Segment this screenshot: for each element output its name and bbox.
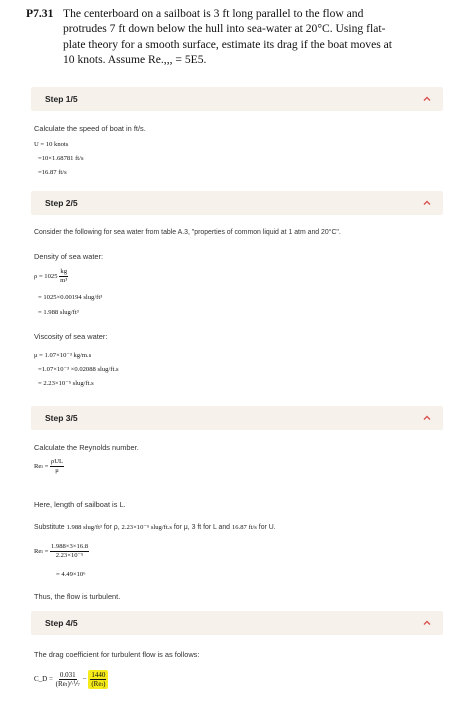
cd-minus: −: [82, 675, 87, 684]
reynolds-fraction: [50, 458, 64, 475]
sub-value-2: 2.23×10⁻⁵ slug/ft.s: [121, 524, 172, 531]
drag-coefficient-formula: [34, 670, 108, 689]
cd-term-1-den: (Reₗ)^⅐: [55, 680, 80, 688]
step-4-label: Step 4/5: [45, 618, 78, 628]
chevron-up-icon[interactable]: [421, 617, 433, 629]
cd-term-2-num: 1440: [91, 671, 106, 679]
problem-text: The centerboard on a sailboat is 3 ft long parallel to the flow and protrudes 7 ft down below the hull into sea-water at 20°C. Using flat-plate theory for a smooth surface, estimate its drag if the boat moves at 10 knots. Assume Re.,,, = 5E5.: [63, 7, 393, 67]
step-3-label: Step 3/5: [45, 413, 78, 423]
density-lhs: ρ = 1025: [34, 273, 58, 281]
step-3-header[interactable]: [31, 406, 443, 430]
step-2-intro: Consider the following for sea water from table A.3, "properties of common liquid at 1 atm and 20°C".: [34, 229, 341, 236]
step-2-header[interactable]: [31, 191, 443, 215]
cd-term-1: [55, 671, 81, 688]
density-unit-fraction: [59, 268, 68, 285]
step-3-intro: Calculate the Reynolds number.: [34, 443, 139, 452]
speed-line-2: =10×1.68781 ft/s: [38, 155, 84, 162]
sub-value-1: 1.988 slug/ft³: [66, 524, 102, 531]
sub-text-3: for μ, 3 ft for L and: [173, 524, 231, 531]
reynolds-lhs: Reₗ =: [34, 463, 49, 471]
viscosity-line-3: = 2.23×10⁻⁵ slug/ft.s: [38, 380, 94, 387]
chevron-up-icon[interactable]: [421, 197, 433, 209]
density-line-3: = 1.988 slug/ft³: [38, 309, 79, 316]
density-unit-den: m³: [60, 277, 68, 284]
reynolds-calc-lhs: Reₗ =: [34, 548, 49, 556]
step-1-intro: Calculate the speed of boat in ft/s.: [34, 124, 146, 133]
reynolds-result: = 4.49×10⁶: [56, 571, 86, 578]
step-4-intro: The drag coefficient for turbulent flow is as follows:: [34, 650, 200, 659]
cd-term-2-den: (Reₗ): [91, 680, 106, 688]
chevron-up-icon[interactable]: [421, 412, 433, 424]
reynolds-calc-num: 1.988×3×16.8: [50, 543, 89, 550]
chevron-up-icon[interactable]: [421, 93, 433, 105]
step-2-label: Step 2/5: [45, 198, 78, 208]
viscosity-label: Viscosity of sea water:: [34, 332, 108, 341]
length-note: Here, length of sailboat is L.: [34, 500, 126, 509]
sub-text-2: for ρ,: [103, 524, 120, 531]
sub-text-1: Substitute: [34, 524, 65, 531]
problem-statement: [26, 6, 406, 68]
reynolds-formula: [34, 458, 64, 475]
sub-value-3: 16.87 ft/s: [231, 524, 257, 531]
cd-term-2-highlighted: [88, 670, 108, 689]
density-line-2: = 1025×0.00194 slug/ft³: [38, 294, 103, 301]
cd-lhs: C_D =: [34, 675, 53, 684]
sub-text-4: for U.: [258, 524, 276, 531]
viscosity-line-1: μ = 1.07×10⁻³ kg/m.s: [34, 352, 92, 359]
density-label: Density of sea water:: [34, 252, 104, 261]
density-unit-num: kg: [60, 268, 67, 275]
step-1-header[interactable]: [31, 87, 443, 111]
cd-term-1-num: 0.031: [59, 671, 76, 679]
problem-number: P7.31: [26, 7, 54, 20]
step-4-header[interactable]: [31, 611, 443, 635]
speed-line-1: U = 10 knots: [34, 141, 69, 148]
reynolds-num: ρUL: [50, 458, 64, 465]
viscosity-line-2: =1.07×10⁻³ ×0.02088 slug/ft.s: [38, 366, 119, 373]
reynolds-calc: [34, 543, 89, 560]
reynolds-calc-den: 2.23×10⁻⁵: [55, 552, 84, 559]
substitute-line: [34, 523, 276, 531]
speed-line-3: =16.87 ft/s: [38, 169, 67, 176]
reynolds-calc-fraction: [50, 543, 89, 560]
reynolds-den: μ: [55, 467, 59, 474]
step-1-label: Step 1/5: [45, 94, 78, 104]
density-line-1: [34, 268, 68, 285]
turbulent-conclusion: Thus, the flow is turbulent.: [34, 592, 121, 601]
